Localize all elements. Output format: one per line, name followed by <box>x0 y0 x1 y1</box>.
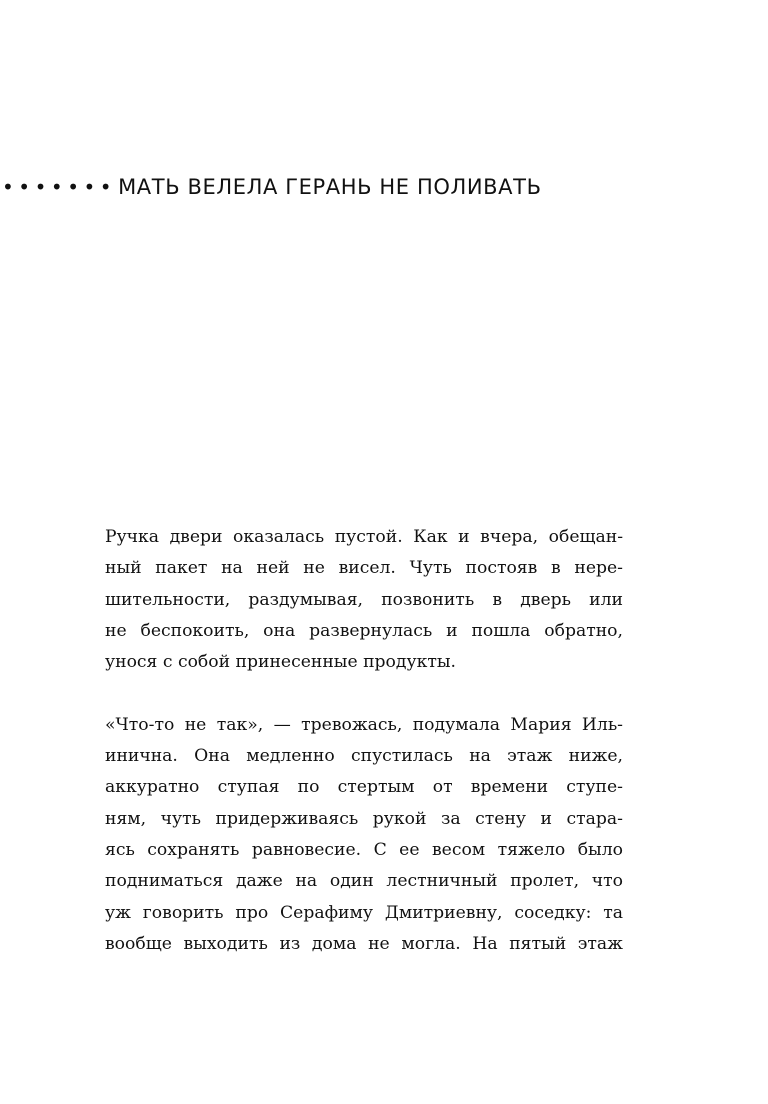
text-line: Ручка двери оказалась пустой. Как и вчера, обещан- <box>105 527 623 547</box>
text-line: не беспокоить, она развернулась и пошла обратно, <box>105 620 623 641</box>
text-line: уж говорить про Серафиму Дмитриевну, соседку: та <box>105 902 623 923</box>
decorative-dots: ••••••• <box>2 175 117 199</box>
text-line: ням, чуть придерживаясь рукой за стену и стара- <box>105 808 623 829</box>
text-line: унося с собой принесенные продукты. <box>105 652 456 673</box>
text-line: «Что-то не так», — тревожась, подумала Мария Иль- <box>105 714 623 735</box>
chapter-heading <box>0 172 768 202</box>
body-text <box>105 522 623 960</box>
paragraph <box>105 710 623 960</box>
chapter-title: МАТЬ ВЕЛЕЛА ГЕРАНЬ НЕ ПОЛИВАТЬ <box>118 175 542 199</box>
paragraph-gap <box>105 678 623 709</box>
text-line: вообще выходить из дома не могла. На пятый этаж <box>105 933 623 954</box>
text-line: ясь сохранять равновесие. С ее весом тяжело было <box>105 839 623 860</box>
text-line: инична. Она медленно спустилась на этаж ниже, <box>105 746 623 767</box>
text-line: подниматься даже на один лестничный пролет, что <box>105 871 623 892</box>
paragraph <box>105 522 623 678</box>
text-line: аккуратно ступая по стертым от времени ступе- <box>105 777 623 798</box>
text-line: ный пакет на ней не висел. Чуть постояв в нере- <box>105 558 623 579</box>
text-line: шительности, раздумывая, позвонить в дверь или <box>105 589 623 610</box>
